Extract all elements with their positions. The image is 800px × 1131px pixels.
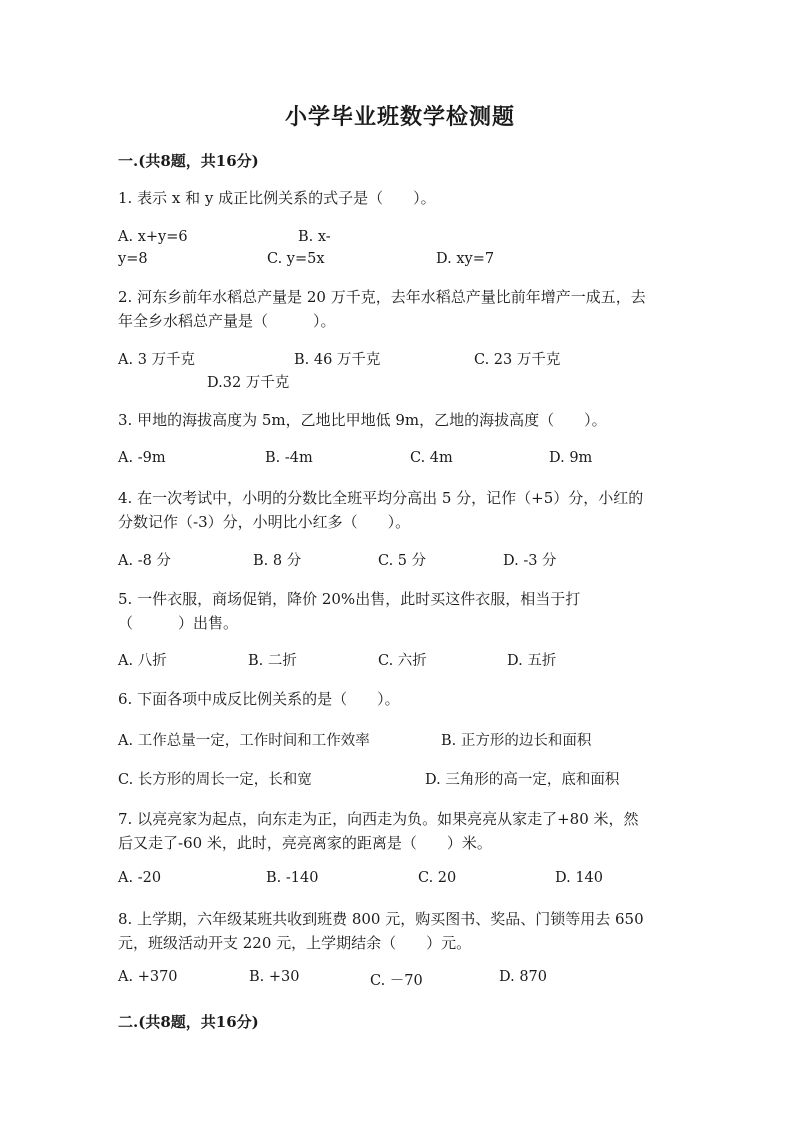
option-b: B. x- (298, 229, 331, 245)
option-a: A. 工作总量一定，工作时间和工作效率 (118, 733, 370, 749)
question-stem: 1. 表示 x 和 y 成正比例关系的式子是（ ）。 (118, 189, 436, 207)
question-stem-line-1: 4. 在一次考试中，小明的分数比全班平均分高出 5 分，记作（+5）分，小红的 (118, 489, 644, 507)
question-stem-line-1: 5. 一件衣服，商场促销，降价 20%出售，此时买这件衣服，相当于打 (118, 590, 581, 608)
option-a: A. -20 (118, 870, 162, 886)
question-1 (118, 186, 678, 210)
question-stem-line-2: 元，班级活动开支 220 元，上学期结余（ ）元。 (118, 934, 472, 952)
question-4 (118, 486, 678, 534)
section-heading-2: 二.(共8题，共16分) (118, 1013, 259, 1031)
question-5 (118, 587, 678, 635)
option-b-continued: y=8 (118, 251, 148, 267)
question-6 (118, 687, 678, 711)
option-a: A. +370 (118, 969, 178, 985)
section-heading-1: 一.(共8题，共16分) (118, 152, 259, 170)
option-b: B. +30 (249, 969, 300, 985)
option-c: C. 4m (410, 450, 453, 466)
question-stem-line-1: 2. 河东乡前年水稻总产量是 20 万千克，去年水稻总产量比前年增产一成五，去 (118, 288, 646, 306)
option-c: C. 5 分 (378, 553, 427, 569)
option-b: B. 46 万千克 (294, 352, 381, 368)
option-c: C. －70 (370, 973, 423, 989)
option-a: A. x+y=6 (118, 229, 188, 245)
question-stem-line-2: 后又走了-60 米，此时，亮亮离家的距离是（ ）米。 (118, 834, 492, 852)
option-d: D.32 万千克 (207, 375, 290, 391)
question-stem-line-2: 分数记作（-3）分，小明比小红多（ ）。 (118, 513, 411, 531)
option-d: D. xy=7 (436, 251, 495, 267)
option-a: A. 3 万千克 (118, 352, 196, 368)
question-stem-line-1: 7. 以亮亮家为起点，向东走为正，向西走为负。如果亮亮从家走了+80 米，然 (118, 810, 639, 828)
option-d: D. 9m (549, 450, 593, 466)
option-d: D. 三角形的高一定，底和面积 (425, 772, 620, 788)
option-a: A. -8 分 (118, 553, 171, 569)
option-b: B. 二折 (248, 653, 297, 669)
option-b: B. -140 (266, 870, 319, 886)
question-stem-line-2: 年全乡水稻总产量是（ ）。 (118, 312, 336, 330)
option-c: C. 长方形的周长一定，长和宽 (118, 772, 312, 788)
option-a: A. -9m (118, 450, 166, 466)
page-title: 小学毕业班数学检测题 (284, 104, 515, 130)
question-stem: 6. 下面各项中成反比例关系的是（ ）。 (118, 690, 400, 708)
question-stem: 3. 甲地的海拔高度为 5m，乙地比甲地低 9m，乙地的海拔高度（ ）。 (118, 411, 607, 429)
question-8 (118, 907, 678, 955)
question-stem-line-1: 8. 上学期，六年级某班共收到班费 800 元，购买图书、奖品、门锁等用去 650 (118, 910, 644, 928)
option-b: B. 8 分 (253, 553, 302, 569)
option-b: B. -4m (265, 450, 313, 466)
option-d: D. -3 分 (503, 553, 557, 569)
option-a: A. 八折 (118, 653, 167, 669)
question-2 (118, 285, 678, 333)
question-7 (118, 807, 678, 855)
question-stem-line-2: （ ）出售。 (118, 614, 239, 632)
option-b: B. 正方形的边长和面积 (441, 733, 592, 749)
option-c: C. 20 (418, 870, 457, 886)
option-d: D. 140 (555, 870, 604, 886)
option-c: C. y=5x (267, 251, 325, 267)
option-d: D. 五折 (507, 653, 557, 669)
option-d: D. 870 (499, 969, 548, 985)
option-c: C. 23 万千克 (474, 352, 561, 368)
question-3 (118, 408, 678, 432)
option-c: C. 六折 (378, 653, 427, 669)
